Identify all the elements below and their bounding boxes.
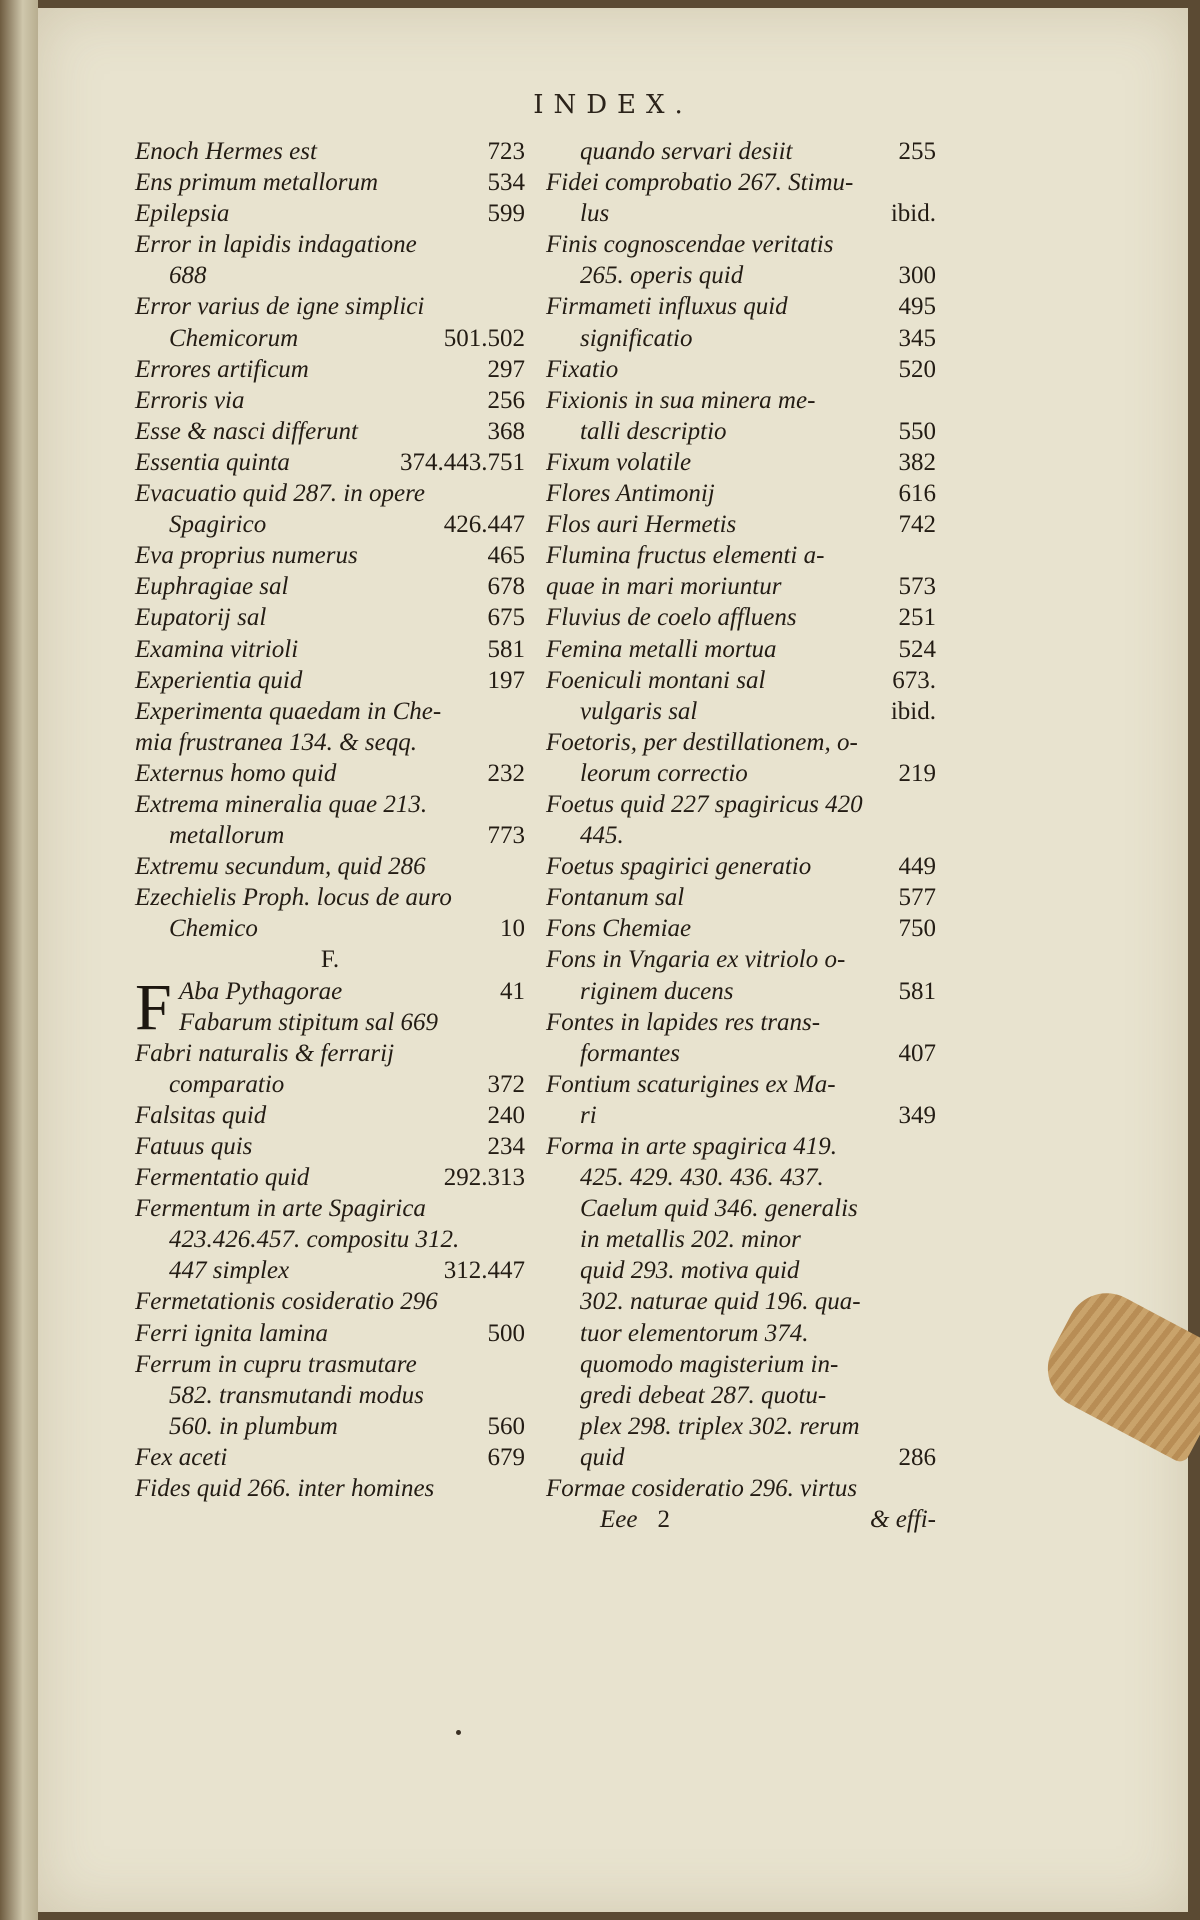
entry-text: Fixionis in sua minera me- xyxy=(546,386,816,414)
index-entry xyxy=(546,1473,936,1504)
page-number: ibid. xyxy=(890,697,936,725)
entry-text: Chemicorum xyxy=(169,324,299,352)
entry-text: Esse & nasci differunt xyxy=(135,417,358,445)
entry-text: Finis cognoscendae veritatis xyxy=(546,231,834,259)
index-entry xyxy=(135,478,525,509)
entry-text: formantes xyxy=(580,1039,680,1067)
page-number: 673. xyxy=(892,666,936,694)
entry-text: quae in mari moriuntur xyxy=(546,573,782,601)
index-entry xyxy=(546,1193,936,1224)
entry-text: leorum correctio xyxy=(580,759,748,787)
index-entry xyxy=(546,571,936,602)
page-number: 312.447 xyxy=(443,1257,525,1285)
entry-text: Ezechielis Proph. locus de auro xyxy=(135,884,452,912)
page-number: 41 xyxy=(500,977,525,1005)
entry-text: Fermentatio quid xyxy=(135,1164,310,1192)
index-entry xyxy=(135,416,525,447)
entry-text: metallorum xyxy=(169,822,285,850)
entry-text: quando servari desiit xyxy=(580,138,793,165)
entry-text: 265. operis quid xyxy=(580,262,744,290)
page-number: 581 xyxy=(487,635,525,663)
entry-text: Foetoris, per destillationem, o- xyxy=(546,728,858,756)
index-entry xyxy=(546,1286,936,1317)
index-entry xyxy=(135,167,525,198)
index-entry xyxy=(135,1193,525,1224)
entry-text: Fidei comprobatio 267. Stimu- xyxy=(546,169,854,197)
page-number: 520 xyxy=(898,355,936,383)
page-number: 773 xyxy=(487,822,525,850)
entry-text: mia frustranea 134. & seqq. xyxy=(135,728,417,756)
index-entry xyxy=(546,696,936,727)
index-entry xyxy=(546,1007,936,1038)
index-entry xyxy=(135,260,525,291)
page-number: 234 xyxy=(487,1133,525,1160)
index-entry xyxy=(135,696,525,727)
index-entry xyxy=(135,1349,525,1380)
entry-text: Fons Chemiae xyxy=(546,915,692,943)
page-number: 345 xyxy=(898,324,936,352)
page-number: 675 xyxy=(487,604,525,632)
drop-capital: F xyxy=(135,970,172,1044)
index-entry xyxy=(135,447,525,478)
page-number: 368 xyxy=(487,417,525,445)
index-entry xyxy=(135,1286,525,1317)
page-number: 407 xyxy=(898,1039,936,1067)
index-entry xyxy=(135,851,525,882)
entry-text: Evacuatio quid 287. in opere xyxy=(135,480,425,508)
index-entry xyxy=(135,385,525,416)
index-entry xyxy=(546,602,936,633)
index-entry xyxy=(135,1038,525,1069)
right-column xyxy=(546,136,936,1535)
index-entry xyxy=(135,602,525,633)
index-entry xyxy=(546,354,936,385)
page-number: 449 xyxy=(898,853,936,881)
entry-text: ri xyxy=(580,1101,597,1129)
page-number: 573 xyxy=(898,573,936,601)
book-fore-edge xyxy=(0,0,38,1920)
signature-mark: Eee xyxy=(600,1506,638,1534)
index-entry xyxy=(135,540,525,571)
entry-text: Fabarum stipitum sal 669 xyxy=(179,1008,439,1036)
page-number: 501.502 xyxy=(443,324,525,352)
entry-text: Euphragiae sal xyxy=(135,573,289,601)
index-entry xyxy=(546,1411,936,1442)
page-number: 426.447 xyxy=(443,511,525,539)
index-entry xyxy=(135,509,525,540)
page-number: 240 xyxy=(487,1101,525,1129)
index-entry xyxy=(135,665,525,696)
index-entry xyxy=(135,1442,525,1473)
entry-text: Formae cosideratio 296. virtus xyxy=(546,1475,858,1503)
index-entry xyxy=(135,727,525,758)
index-entry xyxy=(546,944,936,975)
index-entry xyxy=(546,1038,936,1069)
entry-text: Fontium scaturigines ex Ma- xyxy=(546,1070,836,1098)
index-entry xyxy=(135,291,525,322)
entry-text: Ferri ignita lamina xyxy=(135,1319,329,1347)
entry-text: Fontanum sal xyxy=(546,884,685,912)
page-number: 678 xyxy=(487,573,525,601)
index-entry xyxy=(135,1224,525,1255)
entry-text: Fides quid 266. inter homines xyxy=(135,1475,435,1503)
entry-text: Spagirico xyxy=(169,511,267,539)
page-number: 495 xyxy=(898,293,936,321)
page-number: 300 xyxy=(898,262,936,290)
entry-text: Fabri naturalis & ferrarij xyxy=(135,1039,395,1067)
index-entry xyxy=(135,820,525,851)
entry-text: Fixatio xyxy=(546,355,619,383)
index-entry xyxy=(546,820,936,851)
page-number: 534 xyxy=(487,169,525,197)
entry-text: Eupatorij sal xyxy=(135,604,267,632)
index-entry xyxy=(135,1100,525,1131)
entry-text: 582. transmutandi modus xyxy=(169,1381,424,1409)
index-entry xyxy=(135,323,525,354)
entry-text: riginem ducens xyxy=(580,977,734,1005)
entry-text: gredi debeat 287. quotu- xyxy=(580,1381,827,1409)
index-entry xyxy=(546,447,936,478)
entry-text: Fontes in lapides res trans- xyxy=(546,1008,821,1036)
entry-text: significatio xyxy=(580,324,693,352)
signature-number: 2 xyxy=(657,1506,670,1534)
index-entry xyxy=(546,323,936,354)
index-entry xyxy=(546,1318,936,1349)
page-number: 679 xyxy=(487,1443,525,1471)
entry-text: Falsitas quid xyxy=(135,1101,267,1129)
entry-text: quid xyxy=(580,1443,625,1471)
index-entry xyxy=(546,634,936,665)
entry-text: 447 simplex xyxy=(169,1257,290,1285)
index-entry xyxy=(135,1380,525,1411)
index-entry xyxy=(135,1007,525,1038)
left-column xyxy=(135,136,525,1504)
entry-text: 302. naturae quid 196. qua- xyxy=(580,1288,861,1316)
index-entry xyxy=(546,913,936,944)
index-entry xyxy=(546,665,936,696)
entry-text: 560. in plumbum xyxy=(169,1412,338,1440)
entry-text: Foetus spagirici generatio xyxy=(546,853,812,881)
page-number: 349 xyxy=(898,1101,936,1129)
entry-text: Chemico xyxy=(169,915,258,943)
index-entry xyxy=(135,1069,525,1100)
index-entry xyxy=(546,1162,936,1193)
entry-text: Epilepsia xyxy=(135,200,230,228)
entry-text: Firmameti influxus quid xyxy=(546,293,788,321)
index-entry xyxy=(546,509,936,540)
entry-text: Fex aceti xyxy=(135,1443,228,1471)
page-number: 256 xyxy=(487,386,525,414)
catchword: & effi- xyxy=(870,1506,936,1534)
page-number: ibid. xyxy=(890,200,936,228)
entry-text: Fluvius de coelo affluens xyxy=(546,604,797,632)
page-number: 374.443.751 xyxy=(400,448,525,476)
index-entry xyxy=(546,136,936,167)
signature-line xyxy=(546,1504,936,1535)
index-entry xyxy=(546,385,936,416)
entry-text: Foetus quid 227 spagiricus 420 xyxy=(546,790,863,818)
index-entry xyxy=(546,167,936,198)
page-number: 286 xyxy=(898,1443,936,1471)
entry-text: 445. xyxy=(580,822,624,850)
index-entry xyxy=(135,789,525,820)
index-entry xyxy=(135,1473,525,1504)
index-entry xyxy=(135,229,525,260)
index-entry xyxy=(135,1411,525,1442)
page-number: 465 xyxy=(487,542,525,570)
index-entry xyxy=(546,478,936,509)
index-entry xyxy=(546,758,936,789)
entry-text: Fermetationis cosideratio 296 xyxy=(135,1288,438,1316)
entry-text: F. xyxy=(320,946,340,974)
index-entry xyxy=(546,260,936,291)
index-entry xyxy=(135,1255,525,1286)
entry-text: Experimenta quaedam in Che- xyxy=(135,697,442,725)
index-page xyxy=(38,8,1188,1912)
entry-text: Fons in Vngaria ex vitriolo o- xyxy=(546,946,846,974)
entry-text: Aba Pythagorae xyxy=(179,977,343,1005)
ink-dot xyxy=(456,1730,461,1735)
page-number: 297 xyxy=(487,355,525,383)
entry-text: Experientia quid xyxy=(135,666,303,694)
index-entry xyxy=(546,1100,936,1131)
page-number: 742 xyxy=(898,511,936,539)
page-number: 524 xyxy=(898,635,936,663)
index-entry xyxy=(546,229,936,260)
index-entry xyxy=(546,198,936,229)
page-number: 197 xyxy=(487,666,525,694)
entry-text: tuor elementorum 374. xyxy=(580,1319,809,1347)
index-entry xyxy=(546,727,936,758)
entry-text: talli descriptio xyxy=(580,417,727,445)
index-entry xyxy=(546,1349,936,1380)
entry-text: 423.426.457. compositu 312. xyxy=(169,1226,460,1254)
page-number: 255 xyxy=(898,138,936,165)
entry-text: Erroris via xyxy=(135,386,245,414)
page-number: 750 xyxy=(898,915,936,943)
index-entry xyxy=(135,634,525,665)
index-entry xyxy=(546,416,936,447)
index-entry xyxy=(135,354,525,385)
entry-text: Flumina fructus elementi a- xyxy=(546,542,825,570)
entry-text: 688 xyxy=(169,262,207,290)
entry-text: quomodo magisterium in- xyxy=(580,1350,839,1378)
page-number: 372 xyxy=(487,1070,525,1098)
index-entry xyxy=(546,1131,936,1162)
index-entry xyxy=(135,944,525,975)
entry-text: Caelum quid 346. generalis xyxy=(580,1195,858,1223)
index-entry xyxy=(135,1162,525,1193)
entry-text: Flores Antimonij xyxy=(546,480,715,508)
entry-text: Error in lapidis indagatione xyxy=(135,231,417,259)
index-entry xyxy=(135,1131,525,1162)
entry-text: Flos auri Hermetis xyxy=(546,511,737,539)
page-number: 232 xyxy=(487,759,525,787)
index-entry xyxy=(135,913,525,944)
entry-text: quid 293. motiva quid xyxy=(580,1257,800,1285)
page-number: 577 xyxy=(898,884,936,912)
entry-text: plex 298. triplex 302. rerum xyxy=(580,1412,860,1440)
index-entry xyxy=(546,789,936,820)
page-number: 560 xyxy=(487,1412,525,1440)
index-entry xyxy=(546,1224,936,1255)
page-number: 382 xyxy=(898,448,936,476)
page-number: 616 xyxy=(898,480,936,508)
entry-text: Enoch Hermes est xyxy=(135,138,317,165)
index-entry xyxy=(546,1255,936,1286)
entry-text: Femina metalli mortua xyxy=(546,635,777,663)
index-entry xyxy=(546,882,936,913)
page-number: 292.313 xyxy=(443,1164,525,1192)
index-entry xyxy=(135,571,525,602)
index-entry xyxy=(546,1380,936,1411)
index-entry xyxy=(546,1069,936,1100)
entry-text: vulgaris sal xyxy=(580,697,698,725)
index-entry xyxy=(546,851,936,882)
page-title: INDEX. xyxy=(533,90,693,120)
page-number: 723 xyxy=(487,138,525,165)
index-entry xyxy=(546,291,936,322)
entry-text: in metallis 202. minor xyxy=(580,1226,801,1254)
index-entry xyxy=(135,882,525,913)
entry-text: Extremu secundum, quid 286 xyxy=(135,853,426,881)
entry-text: Fermentum in arte Spagirica xyxy=(135,1195,426,1223)
page-number: 251 xyxy=(898,604,936,632)
entry-text: Ferrum in cupru trasmutare xyxy=(135,1350,417,1378)
index-entry xyxy=(546,540,936,571)
entry-text: Errores artificum xyxy=(135,355,309,383)
entry-text: Extrema mineralia quae 213. xyxy=(135,790,428,818)
entry-text: Essentia quinta xyxy=(135,448,290,476)
page-number: 550 xyxy=(898,417,936,445)
index-entry xyxy=(135,136,525,167)
entry-text: 425. 429. 430. 436. 437. xyxy=(580,1164,824,1192)
entry-text: Foeniculi montani sal xyxy=(546,666,766,694)
index-entry xyxy=(135,1318,525,1349)
index-entry xyxy=(135,198,525,229)
index-entry xyxy=(546,976,936,1007)
page-number: 10 xyxy=(500,915,525,943)
entry-text: Fatuus quis xyxy=(135,1133,253,1160)
page-number: 219 xyxy=(898,759,936,787)
entry-text: Error varius de igne simplici xyxy=(135,293,425,321)
entry-text: Examina vitrioli xyxy=(135,635,299,663)
index-entry xyxy=(546,1442,936,1473)
entry-text: lus xyxy=(580,200,610,228)
entry-text: Fixum volatile xyxy=(546,448,692,476)
page-number: 581 xyxy=(898,977,936,1005)
page-number: 599 xyxy=(487,200,525,228)
entry-text: Ens primum metallorum xyxy=(135,169,379,197)
entry-text: Eva proprius numerus xyxy=(135,542,358,570)
page-number: 500 xyxy=(487,1319,525,1347)
entry-text: comparatio xyxy=(169,1070,285,1098)
entry-text: Externus homo quid xyxy=(135,759,337,787)
index-entry xyxy=(135,758,525,789)
entry-text: Forma in arte spagirica 419. xyxy=(546,1133,837,1160)
